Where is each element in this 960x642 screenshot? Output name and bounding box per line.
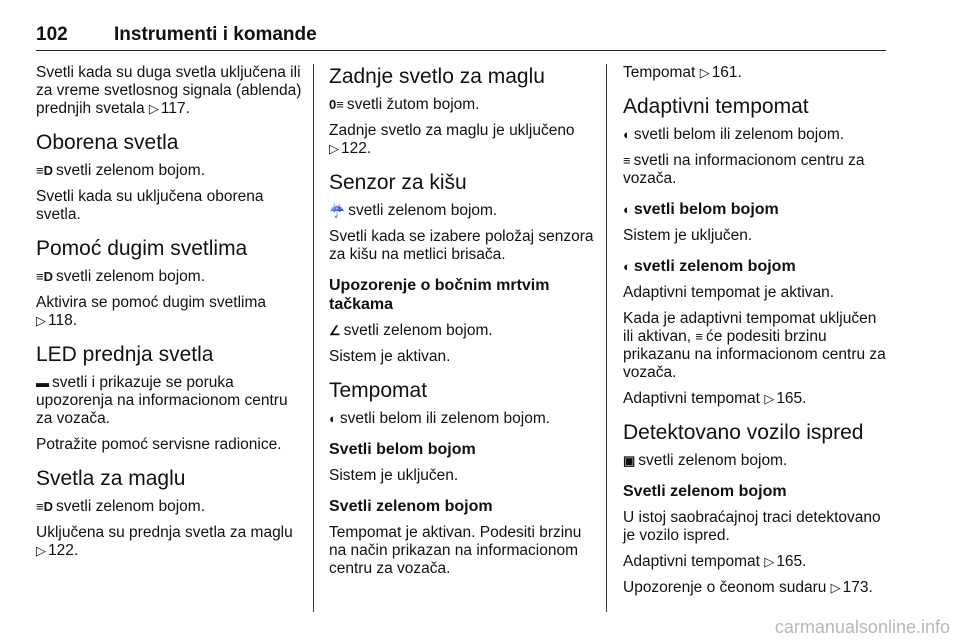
section-subtitle: Upozorenje o bočnim mrtvim tačkama <box>329 277 550 313</box>
adaptive-cruise-icon: ◐ <box>623 259 631 274</box>
adaptive-cruise-icon: ◐ <box>623 127 631 142</box>
rain-sensor-icon: ☔ <box>329 203 346 218</box>
reference-arrow-icon: ▷ <box>764 391 775 406</box>
reference-arrow-icon: ▷ <box>699 65 710 80</box>
section-subtitle: Svetli zelenom bojom <box>623 483 787 500</box>
section-title: Zadnje svetlo za maglu <box>329 65 545 88</box>
section-title: Pomoć dugim svetlima <box>36 237 248 260</box>
rear-fog-icon: 0≡ <box>329 97 344 112</box>
watermark: carmanualsonline.info <box>774 617 950 637</box>
cruise-control-icon: ◐ <box>329 411 337 426</box>
reference-arrow-icon: ▷ <box>148 101 159 116</box>
intro-paragraph: Svetli kada su duga svetla uključena ili za vreme svetlosnog signala (ablenda) prednjih svetala ▷ 117. <box>36 64 302 117</box>
blind-spot-icon: ∠ <box>329 323 341 338</box>
section-title: Adaptivni tempomat <box>623 95 809 118</box>
column-divider <box>313 64 314 612</box>
vehicle-ahead-icon: ▣ <box>623 453 636 468</box>
adaptive-cruise-icon: ◐ <box>623 202 631 217</box>
led-headlight-icon: ▬ <box>36 375 49 390</box>
section-subtitle: Svetli zelenom bojom <box>329 498 493 515</box>
reference-arrow-icon: ▷ <box>36 313 46 328</box>
column-1: Svetli kada su duga svetla uključena ili za vreme svetlosnog signala (ablenda) prednjih svetala ▷ 117. Oborena svetla ≡D svetli zelenom bojom. Svetli kada su uključena oborena svetla. Pomoć dugim svetlima ≡D svetli zelenom bojom. Aktivira se pomoć dugim svetlima ▷ 118. LED prednja svetla ▬ svetli i prikazuje se poruka upozorenja na informacionom centru za vozača. Potražite pomoć servisne radionice. Svetla za maglu ≡D svetli zelenom bojom. Uključena su prednja svetla za maglu ▷ 122. <box>36 64 302 559</box>
page-number: 102 <box>36 24 68 45</box>
reference-arrow-icon: ▷ <box>36 543 46 558</box>
low-beam-icon: ≡D <box>36 163 53 178</box>
reference-arrow-icon: ▷ <box>830 580 841 595</box>
section-title: Oborena svetla <box>36 131 179 154</box>
column-2: Zadnje svetlo za maglu 0≡ svetli žutom bojom. Zadnje svetlo za maglu je uključeno ▷ 122. Senzor za kišu ☔ svetli zelenom bojom. Svetli kada se izabere položaj senzora za kišu na metlici brisača. Upozorenje o bočnim mrtvim tačkama ∠ svetli zelenom bojom. Sistem je aktivan. Tempomat ◐ svetli belom ili zelenom bojom. Svetli belom bojom Sistem je uključen. Svetli zelenom bojom Tempomat je aktivan. Podesiti brzinu na način prikazan na informacionom centru za vozača. <box>329 65 594 577</box>
page-header <box>36 24 886 51</box>
reference-arrow-icon: ▷ <box>764 554 775 569</box>
section-title: Detektovano vozilo ispred <box>623 421 864 444</box>
page-title: Instrumenti i komande <box>114 24 317 45</box>
section-title: LED prednja svetla <box>36 343 214 366</box>
speed-display-icon: ≡ <box>695 329 703 344</box>
section-title: Tempomat <box>329 379 428 402</box>
fog-light-icon: ≡D <box>36 499 53 514</box>
column-divider <box>606 64 607 612</box>
section-title: Svetla za maglu <box>36 467 186 490</box>
section-subtitle: Svetli belom bojom <box>329 441 476 458</box>
speed-display-icon: ≡ <box>623 153 631 168</box>
high-beam-assist-icon: ≡D <box>36 269 53 284</box>
column-3: Tempomat ▷ 161. Adaptivni tempomat ◐ svetli belom ili zelenom bojom. ≡ svetli na informacionom centru za vozača. ◐ svetli belom bojom Sistem je uključen. ◐ svetli zelenom bojom Adaptivni tempomat je aktivan. Kada je adaptivni tempomat uključen ili aktivan, ≡ će podesiti brzinu prikazanu na informacionom centru za vozača. Adaptivni tempomat ▷ 165. Detektovano vozilo ispred ▣ svetli zelenom bojom. Svetli zelenom bojom U istoj saobraćajnoj traci detektovano je vozilo ispred. Adaptivni tempomat ▷ 165. Upozorenje o čeonom sudaru ▷ 173. <box>623 64 889 605</box>
section-title: Senzor za kišu <box>329 171 467 194</box>
reference-arrow-icon: ▷ <box>329 141 339 156</box>
